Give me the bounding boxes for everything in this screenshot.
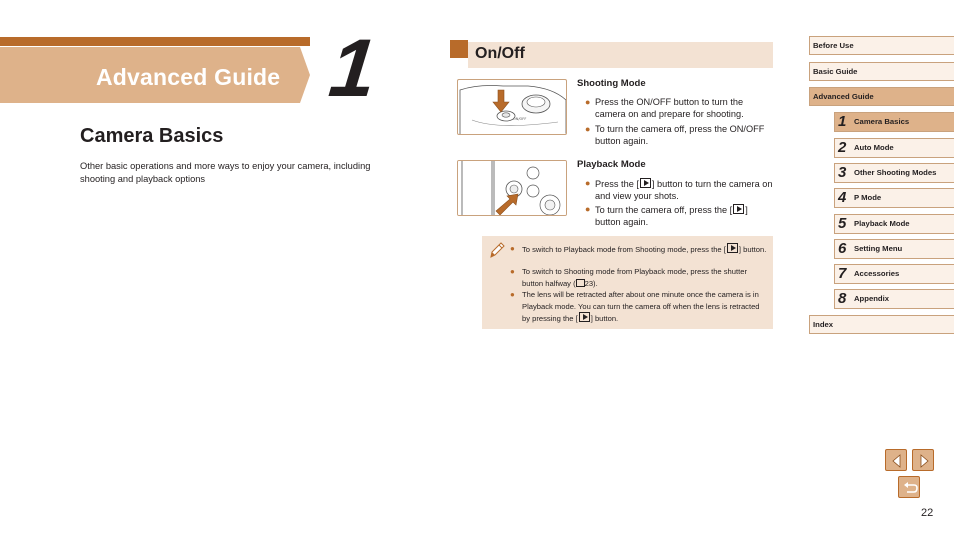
note-text: To switch to Shooting mode from Playback mode, press the shutter button halfway ( [522, 267, 747, 288]
bullet-dot: ● [510, 267, 515, 276]
bullet-dot: ● [585, 204, 591, 214]
bullet-dot: ● [510, 244, 515, 253]
book-reference-icon [576, 279, 585, 287]
play-button-icon [733, 204, 744, 214]
chapter-label: Setting Menu [854, 244, 903, 253]
bullet-dot: ● [585, 97, 591, 107]
chapter-label: P Mode [854, 193, 882, 202]
camera-top-illustration [457, 79, 567, 135]
chapter-num: 8 [838, 290, 847, 307]
play-button-icon [727, 243, 738, 253]
chapter-num: 3 [838, 164, 847, 181]
page-number: 22 [921, 507, 934, 519]
pencil-icon [488, 240, 506, 260]
nav-chapter-6[interactable] [834, 239, 954, 259]
nav-chapter-3[interactable] [834, 163, 954, 183]
next-page-button[interactable] [912, 449, 934, 471]
chapter-label: Camera Basics [854, 117, 910, 126]
next-arrow-icon [913, 450, 935, 472]
nav-advanced-guide[interactable]: Advanced Guide [809, 87, 954, 106]
playback-bullet-2 [585, 204, 775, 228]
nav-chapter-8[interactable] [834, 289, 954, 309]
camera-back-illustration [457, 160, 567, 216]
nav-chapter-5[interactable] [834, 214, 954, 234]
bullet-dot: ● [585, 178, 591, 188]
prev-arrow-icon [886, 450, 908, 472]
chapter-num: 2 [838, 139, 847, 156]
bullet-text: Press the [ [595, 179, 639, 189]
playback-bullet-1 [585, 178, 775, 202]
chapter-num: 7 [838, 265, 847, 282]
bullet-text: ] button again. [595, 205, 748, 227]
bullet-dot: ● [585, 124, 591, 134]
chapter-label: Other Shooting Modes [854, 168, 937, 177]
nav-index[interactable]: Index [809, 315, 954, 334]
note-item-2 [510, 266, 768, 289]
bullet-text: ] button to turn the camera on and view your shots. [595, 179, 773, 201]
playback-mode-heading: Playback Mode [577, 159, 646, 170]
chapter-num: 5 [838, 215, 847, 232]
nav-chapter-7[interactable] [834, 264, 954, 284]
note-text: 23). [584, 278, 598, 288]
svg-text:ON/OFF: ON/OFF [513, 117, 527, 121]
chapter-label: Accessories [854, 269, 900, 278]
chapter-number: 1 [325, 23, 381, 114]
note-text: ] button. [590, 314, 619, 323]
onoff-title: On/Off [475, 45, 525, 62]
chapter-label: Playback Mode [854, 219, 910, 228]
play-button-icon [640, 178, 651, 188]
heading-marker [450, 40, 468, 58]
shooting-mode-heading: Shooting Mode [577, 78, 646, 89]
chapter-label: Appendix [854, 294, 890, 303]
return-button[interactable] [898, 476, 920, 498]
section-description: Other basic operations and more ways to enjoy your camera, including shooting and playback options [80, 161, 371, 184]
note-text: ] button. [738, 245, 767, 254]
shooting-bullet-2 [585, 124, 775, 147]
note-item-1 [510, 243, 768, 256]
bullet-text: Press the ON/OFF button to turn the camera on and prepare for shooting. [595, 97, 744, 119]
nav-basic-guide[interactable]: Basic Guide [809, 62, 954, 81]
section-title: Camera Basics [80, 125, 224, 147]
bullet-text: To turn the camera off, press the [ [595, 205, 733, 215]
banner-title: Advanced Guide [96, 64, 281, 90]
bullet-text: To turn the camera off, press the ON/OFF button again. [595, 124, 765, 146]
nav-chapter-2[interactable] [834, 138, 954, 158]
nav-chapter-4[interactable] [834, 188, 954, 208]
prev-page-button[interactable] [885, 449, 907, 471]
nav-before-use[interactable]: Before Use [809, 36, 954, 55]
chapter-num: 1 [838, 113, 847, 130]
chapter-label: Auto Mode [854, 143, 894, 152]
note-text: To switch to Playback mode from Shooting mode, press the [ [522, 245, 726, 254]
bullet-dot: ● [510, 290, 515, 299]
chapter-num: 6 [838, 240, 847, 257]
chapter-num: 4 [838, 189, 847, 206]
banner-top-stripe [0, 37, 310, 46]
return-icon [899, 477, 921, 499]
note-item-3 [510, 289, 768, 325]
play-button-icon [579, 312, 590, 322]
shooting-bullet-1 [585, 97, 775, 120]
nav-chapter-1[interactable] [834, 112, 954, 132]
note-text: The lens will be retracted after about one minute once the camera is in Playback mode. You can turn the camera off when the lens is retracted by pressing the [ [522, 290, 760, 323]
